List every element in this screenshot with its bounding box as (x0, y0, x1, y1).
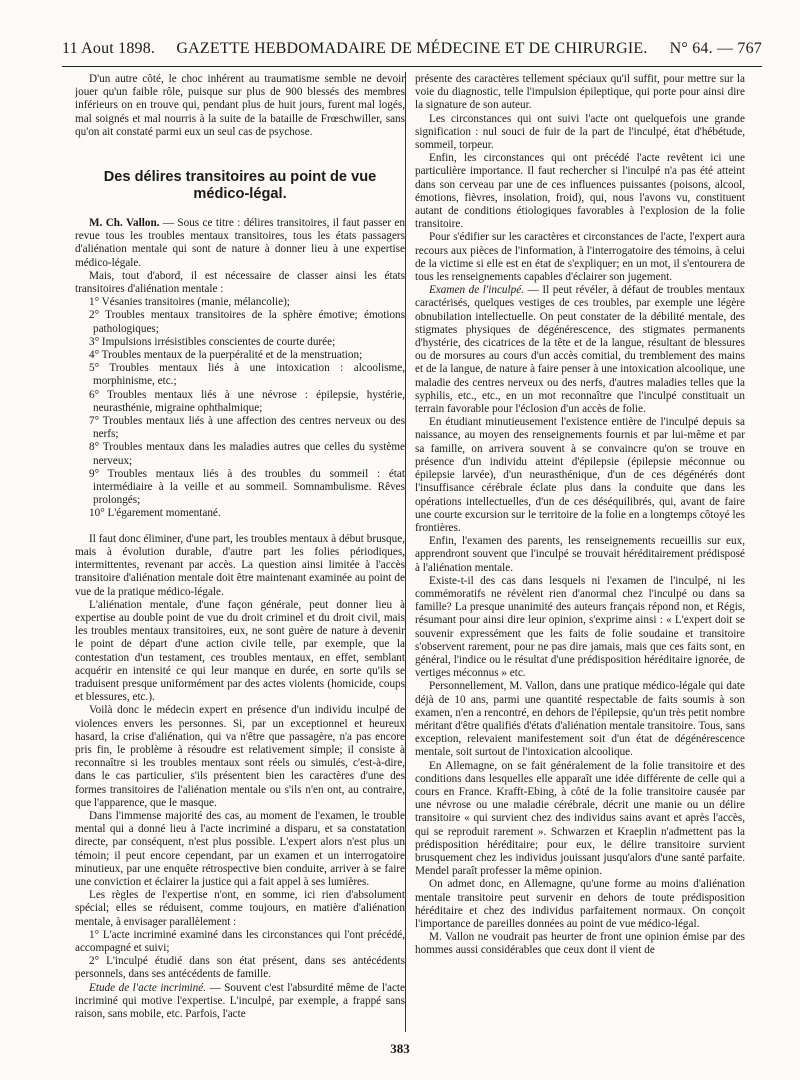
article-heading: Des délires transitoires au point de vue médico-légal. (103, 169, 377, 203)
list-item: 9° Troubles mentaux liés à des troubles du sommeil : état intermédiaire à la veille et au sommeil. Somnambulisme. Rêves prolongés; (89, 467, 405, 507)
paragraph: D'un autre côté, le choc inhérent au traumatisme semble ne devoir jouer qu'un faible rôle, puisque sur plus de 900 blessés des membres inférieurs on en trouve qui, pendant plus de huit jours, furent mal logés, mal soignés et mal nourris à la suite de la bataille de Frœschwiller, sans qu'on ait constaté parmi eux un seul cas de psychose. (75, 73, 405, 138)
paragraph: M. Vallon ne voudrait pas heurter de front une opinion émise par des hommes aussi considérables que ceux dont il vient de (415, 931, 745, 957)
paragraph-text: — Sous ce titre : délires transitoires, il faut passer en revue tous les troubles mentaux transitoires, tous les états passagers d'aliénation mentale qui sont de nature à donner lieu à une expertise médico-légale. (75, 217, 405, 269)
list-item: 6° Troubles mentaux liés à une névrose : épilepsie, hystérie, neurasthénie, migraine ophthalmique; (89, 388, 405, 414)
paragraph: 2° L'inculpé étudié dans son état présent, dans ses antécédents personnels, dans ses antécédents de famille. (75, 955, 405, 981)
paragraph-text: — Il peut révéler, à défaut de troubles mentaux caractérisés, quelques vestiges de ces troubles, par exemple une légère obnubilation intellectuelle. On peut constater de la débilité mentale, des stigmates physiques de dégénérescence, des stigmates permanents d'hystérie, des cicatrices de la tête et de la langue, résultant de blessures ou de morsures au cours d'un accès comitial, du tremblement des mains et de la langue, de nature à faire penser à une intoxication alcoolique, une maladie des centres nerveux ou des nerfs, d'autres maladies telles que la syphilis, etc., etc., en un mot reconnaître que l'inculpé constituait un terrain favorable pour l'éclosion d'un accès de folie. (415, 284, 745, 416)
paragraph: Mais, tout d'abord, il est nécessaire de classer ainsi les états transitoires d'aliénation mentale : (75, 269, 405, 296)
paragraph: Les règles de l'expertise n'ont, en somme, ici rien d'absolument spécial; elles se réduisent, comme toujours, en matière d'aliénation mentale, à envisager parallèlement : (75, 889, 405, 928)
right-column (415, 73, 745, 1033)
list-item: 4° Troubles mentaux de la puerpéralité et de la menstruation; (89, 349, 363, 362)
section-heading: Examen de l'inculpé. (429, 284, 524, 297)
list-item: 7° Troubles mentaux liés à une affection des centres nerveux ou des nerfs; (89, 415, 405, 441)
paragraph: L'aliénation mentale, d'une façon générale, peut donner lieu à expertise au double point de vue du droit criminel et du droit civil, mais les troubles mentaux transitoires, eux, ne sont guère de nature à devenir le point de départ d'une action civile telle, par exemple, que la contestation d'un testament, ces troubles mentaux, en effet, semblant acquérir en intensité ce qui leur manque en durée, en sorte qu'ils se traduisent presque uniformément par des actes violents (homicide, coups et blessures, etc.). (75, 598, 405, 704)
paragraph: Enfin, l'examen des parents, les renseignements recueillis sur eux, apprendront souvent que l'inculpé se trouvait héréditairement prédisposé à l'aliénation mentale. (415, 535, 745, 574)
classification-list (75, 296, 405, 520)
list-item: 5° Troubles mentaux liés à une intoxication : alcoolisme, morphinisme, etc.; (89, 362, 405, 388)
section-heading: Etude de l'acte incriminé. (89, 981, 206, 994)
list-item: 10° L'égarement momentané. (89, 507, 221, 520)
issue-number: N° 64. — 767 (669, 40, 762, 57)
left-column (75, 73, 405, 1033)
paragraph (415, 284, 745, 416)
list-item: 3° Impulsions irrésistibles conscientes de courte durée; (89, 335, 336, 348)
paragraph: Dans l'immense majorité des cas, au moment de l'examen, le trouble mental qui a donné lieu à l'acte incriminé a disparu, et sa constatation directe, par conséquent, n'est plus possible. L'expert alors n'est plus un témoin; il peut encore cependant, par un examen et un interrogatoire minutieux, par une enquête rétrospective bien conduite, arriver à se faire une conviction et éclairer la justice qui a fait appel à ses lumières. (75, 809, 405, 888)
paragraph: Il faut donc éliminer, d'une part, les troubles mentaux à début brusque, mais à évolution durable, d'autre part les folies périodiques, intermittentes, revenant par accès. La question ainsi limitée à l'accès transitoire d'aliénation mentale doit être maintenant examinée au point de vue de la pratique médico-légale. (75, 532, 405, 598)
running-header (62, 40, 762, 64)
journal-title: GAZETTE HEBDOMADAIRE DE MÉDECINE ET DE CHIRURGIE. (176, 40, 648, 57)
paragraph: Enfin, les circonstances qui ont précédé l'acte revêtent ici une particulière importance. Il faut rechercher si l'inculpé n'a pas été atteint dans son cerveau par une de ces influences puissantes (poisons, alcool, émotions, fièvres, insolation, froid), qui, nous l'avons vu, constituent autant de conditions étiologiques favorables à l'explosion de la folie transitoire. (415, 152, 745, 231)
paragraph: présente des caractères tellement spéciaux qu'il suffit, pour mettre sur la voie du diagnostic, telle l'impulsion épileptique, qui porte pour ainsi dire la signature de son auteur. (415, 73, 745, 112)
list-item: 1° Vésanies transitoires (manie, mélancolie); (89, 296, 290, 309)
paragraph (75, 217, 405, 270)
paragraph (75, 982, 405, 1022)
paragraph: 1° L'acte incriminé examiné dans les circonstances qui l'ont précédé, accompagné et suivi; (75, 928, 405, 954)
column-divider (405, 72, 406, 1032)
paragraph: En étudiant minutieusement l'existence entière de l'inculpé depuis sa naissance, au moyen des renseignements fournis et par lui-même et par sa famille, on arrivera souvent à se convaincre qu'on se trouve en présence d'un individu atteint d'épilepsie (épilepsie méconnue ou épilepsie larvée), d'un neurasthénique, d'un de ces dégénérés dont l'insuffisance cérébrale éclate plus dans la conduite que dans les opérations intellectuelles, d'un de ces déséquilibrés, qui, avant de faire une courte excursion sur le territoire de la folie en a longtemps côtoyé les frontières. (415, 416, 745, 534)
paragraph: Personnellement, M. Vallon, dans une pratique médico-légale qui date déjà de 10 ans, parmi une quantité respectable de faits soumis à son examen, n'en a rencontré, en dehors de l'épilepsie, qu'un très petit nombre méritant d'être qualifiés d'états d'aliénation mentale transitoire. Tous, sans exception, relevaient manifestement soit d'un état de dégénérescence mentale, soit surtout de l'intoxication alcoolique. (415, 680, 745, 759)
paragraph: Existe-t-il des cas dans lesquels ni l'examen de l'inculpé, ni les commémoratifs ne révèlent rien d'anormal chez l'inculpé ou dans sa famille? La presque unanimité des auteurs français répond non, et Régis, résumant pour ainsi dire leur opinion, s'exprime ainsi : « L'expert doit se souvenir expressément que les faits de folie soudaine et transitoire s'observent rarement, pour ne pas dire jamais, mais que ces faits sont, en général, l'indice ou le résultat d'une prédisposition héréditaire ignorée, de vertiges méconnus » etc. (415, 574, 745, 680)
issue-date: 11 Aout 1898. (62, 40, 156, 57)
paragraph: Voilà donc le médecin expert en présence d'un individu inculpé de violences envers les personnes. Si, par un exceptionnel et heureux hasard, la crise d'aliénation, qui va n'être que passagère, n'a pas encore pris fin, le problème à résoudre est relativement simple; il consiste à reconnaître si les troubles mentaux sont réels ou simulés, c'est-à-dire, dans le cas particulier, s'ils présentent bien les caractères d'une des formes transitoires de l'aliénation mentale ou s'ils n'en ont, au contraire, que l'apparence, que le masque. (75, 704, 405, 809)
paragraph-text: — Souvent c'est l'absurdité même de l'acte incriminé qui motive l'expertise. L'inculpé, par exemple, a frappé sans raison, sans mobile, etc. Parfois, l'acte (75, 981, 405, 1020)
paragraph: On admet donc, en Allemagne, qu'une forme au moins d'aliénation mentale transitoire peut survenir en dehors de toute prédisposition héréditaire et chez des individus parfaitement normaux. On conçoit l'importance de pareilles données au point de vue médico-légal. (415, 878, 745, 930)
list-item: 8° Troubles mentaux dans les maladies autres que celles du système nerveux; (89, 441, 405, 467)
paragraph: En Allemagne, on se fait généralement de la folie transitoire et des conditions dans lesquelles elle apparaît une idée différente de celle qui a cours en France. Krafft-Ebing, à côté de la folie transitoire causée par une névrose ou une maladie cérébrale, décrit une manie ou un délire transitoire « qui survient chez des individus sains avant et après l'accès, qui se reproduit rarement ». Schwarzen et Kraeplin n'admettent pas la prédisposition héréditaire; pour eux, le délire transitoire survient brusquement chez les individus jouissant jusqu'alors d'une santé parfaite. Mendel paraît professer la même opinion. (415, 759, 745, 878)
list-item: 2° Troubles mentaux transitoires de la sphère émotive; émotions pathologiques; (89, 309, 405, 335)
page-number: 383 (390, 1041, 410, 1056)
author-name: M. Ch. Vallon. (89, 217, 160, 230)
paragraph: Les circonstances qui ont suivi l'acte ont quelquefois une grande signification : nul souci de fuir de la part de l'inculpé, état d'hébétude, sommeil, torpeur. (415, 112, 745, 152)
paragraph: Pour s'édifier sur les caractères et circonstances de l'acte, l'expert aura recours aux pièces de l'information, à l'interrogatoire des témoins, à celui de la victime si elle est en état de s'expliquer; en un mot, il s'entourera de tous les renseignements capables d'éclairer son jugement. (415, 231, 745, 284)
header-rule (62, 66, 762, 67)
